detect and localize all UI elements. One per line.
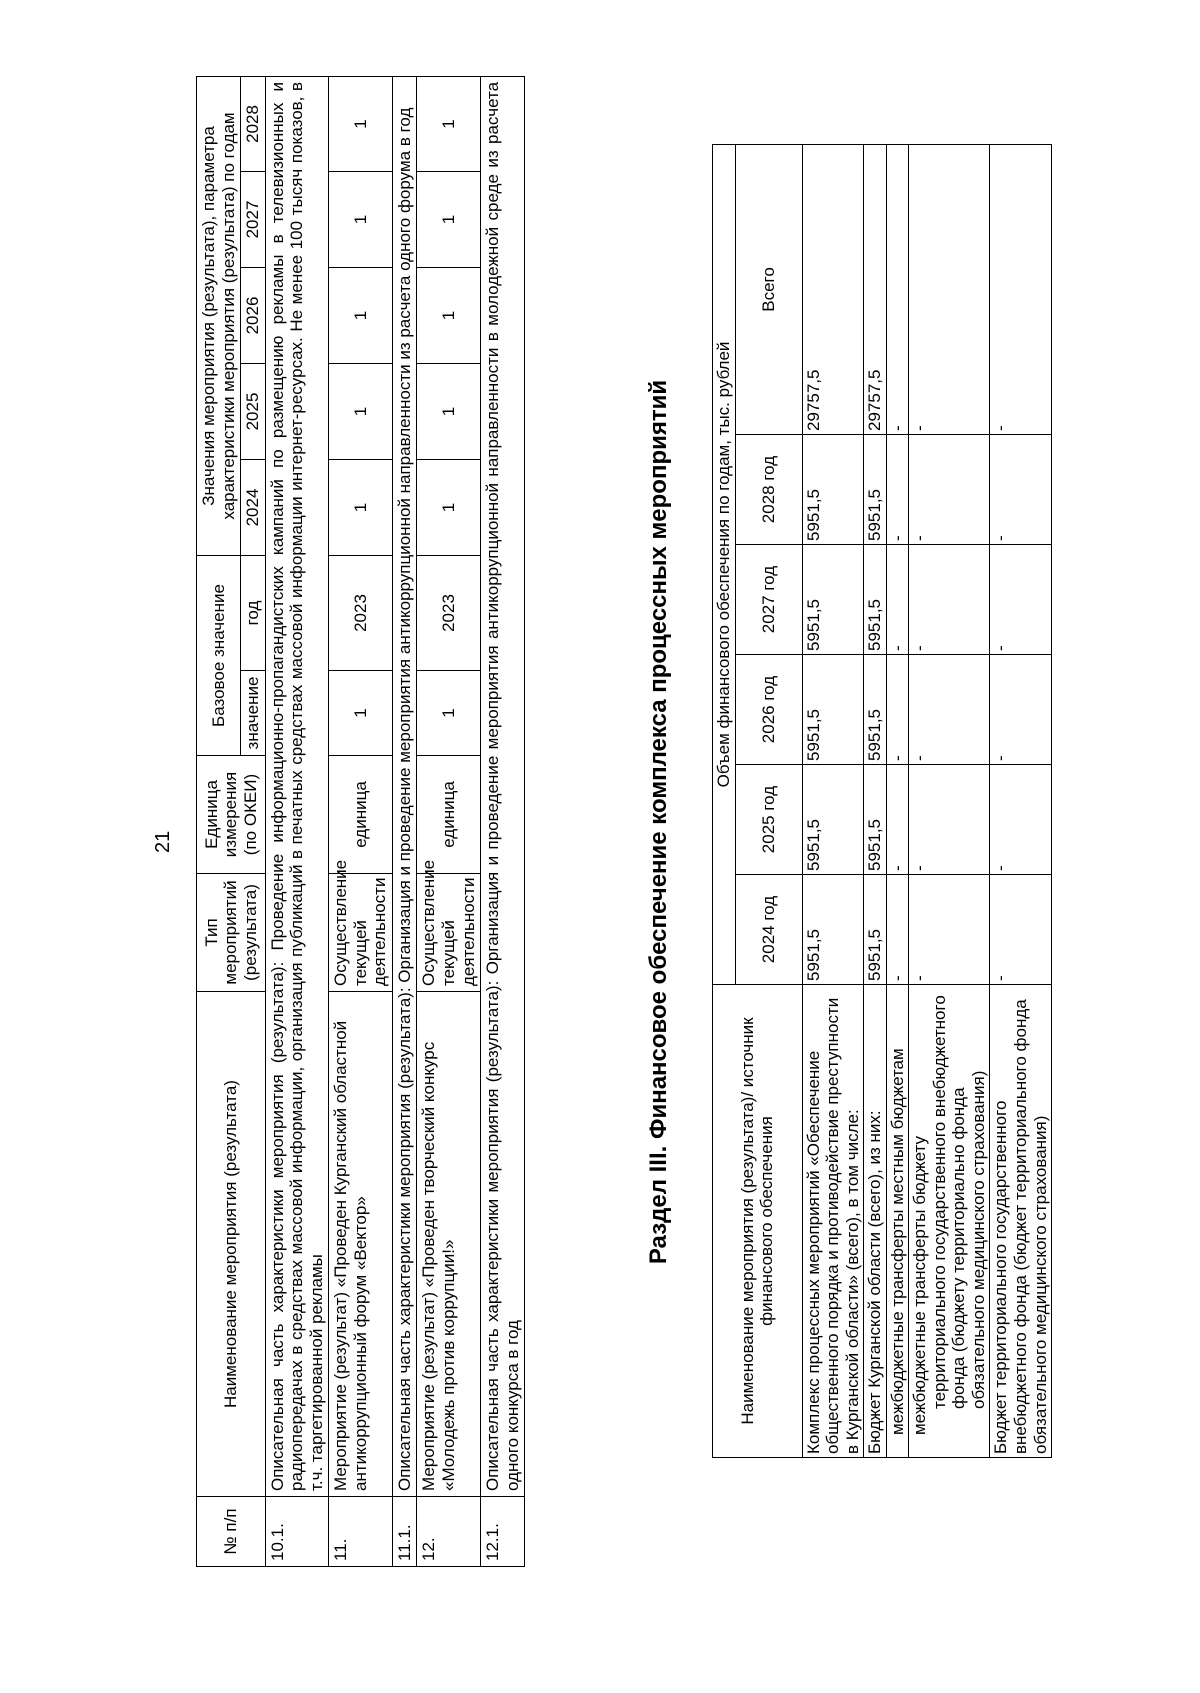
- row-num: 12.: [417, 1497, 481, 1567]
- row-source: Бюджет территориального государственного внебюджетного фонда (бюджет территориального фонда обязательного медицинского страхования): [990, 985, 1052, 1458]
- row-num: 11.: [329, 1497, 393, 1567]
- row-value: 5951,5: [802, 435, 864, 545]
- row-value: 5951,5: [864, 875, 887, 985]
- table-row: [990, 144, 1052, 1457]
- row-name: Мероприятие (результат) «Проведен Курганский областной антикоррупционный форум «Вектор»: [329, 992, 393, 1497]
- row-value: 1: [329, 268, 393, 364]
- row-base-year: 2023: [417, 556, 481, 671]
- row-value: -: [990, 545, 1052, 655]
- table-row: [886, 144, 909, 1457]
- row-value: -: [909, 435, 990, 545]
- header-source: Наименование мероприятия (результата)/ источник финансового обеспечения: [713, 985, 803, 1458]
- header-base-year: год: [241, 556, 266, 671]
- table-row: [329, 76, 393, 1566]
- row-value: 1: [329, 172, 393, 268]
- header-unit: Единица измерения (по ОКЕИ): [197, 756, 266, 874]
- row-value: 5951,5: [864, 435, 887, 545]
- row-value: 5951,5: [802, 765, 864, 875]
- row-source: Бюджет Курганской области (всего), из них:: [864, 985, 887, 1458]
- row-total: 29757,5: [802, 144, 864, 434]
- header-base: Базовое значение: [197, 556, 241, 756]
- header-year: 2027 год: [735, 545, 802, 655]
- row-num: 11.1.: [392, 1497, 417, 1567]
- row-value: 1: [417, 76, 481, 171]
- header-year: 2025: [241, 364, 266, 460]
- row-value: 5951,5: [802, 545, 864, 655]
- header-name: Наименование мероприятия (результата): [197, 992, 266, 1497]
- row-source: межбюджетные трансферты местным бюджетам: [886, 985, 909, 1458]
- row-description: Описательная часть характеристики мероприятия (результата): Организация и проведение мероприятия антикоррупционной направленности в молодежной среде из расчета одного конкурса в год: [481, 76, 525, 1496]
- row-total: 29757,5: [864, 144, 887, 434]
- row-base-value: 1: [417, 671, 481, 756]
- row-type: Осуществление текущей деятельности: [329, 874, 393, 992]
- row-type: Осуществление текущей деятельности: [417, 874, 481, 992]
- row-value: 1: [329, 364, 393, 460]
- header-total: Всего: [735, 144, 802, 434]
- row-value: 1: [329, 460, 393, 556]
- header-year: 2026: [241, 268, 266, 364]
- table-row: [417, 76, 481, 1566]
- row-value: 5951,5: [864, 655, 887, 765]
- row-value: 1: [329, 76, 393, 171]
- header-year: 2026 год: [735, 655, 802, 765]
- row-value: -: [990, 765, 1052, 875]
- row-value: 1: [417, 364, 481, 460]
- row-unit: единица: [417, 756, 481, 874]
- row-value: -: [886, 875, 909, 985]
- row-description: Описательная часть характеристики мероприятия (результата): Организация и проведение мероприятия антикоррупционной направленности из расчета одного форума в год: [392, 76, 417, 1496]
- row-unit: единица: [329, 756, 393, 874]
- row-value: -: [909, 655, 990, 765]
- row-base-value: 1: [329, 671, 393, 756]
- row-value: -: [886, 435, 909, 545]
- row-total: -: [990, 144, 1052, 434]
- page-number: 21: [152, 830, 174, 853]
- row-value: 1: [417, 268, 481, 364]
- table-row: [481, 76, 525, 1566]
- row-value: 5951,5: [802, 875, 864, 985]
- header-year: 2028 год: [735, 435, 802, 545]
- row-total: -: [886, 144, 909, 434]
- header-year: 2024: [241, 460, 266, 556]
- row-value: 1: [417, 460, 481, 556]
- row-num: 12.1.: [481, 1497, 525, 1567]
- row-value: -: [990, 435, 1052, 545]
- header-year: 2027: [241, 172, 266, 268]
- row-source: Комплекс процессных мероприятий «Обеспечение общественного порядка и противодействие преступности в Курганской области» (всего), в том числе:: [802, 985, 864, 1458]
- row-value: -: [909, 875, 990, 985]
- row-value: -: [886, 765, 909, 875]
- row-value: 5951,5: [802, 655, 864, 765]
- row-num: 10.1.: [265, 1497, 329, 1567]
- section-title: Раздел III. Финансовое обеспечение комплекса процессных мероприятий: [645, 379, 672, 1265]
- table-row: [909, 144, 990, 1457]
- row-value: -: [886, 545, 909, 655]
- row-value: -: [990, 875, 1052, 985]
- results-table: [196, 76, 525, 1567]
- row-value: -: [990, 655, 1052, 765]
- header-year: 2028: [241, 76, 266, 171]
- header-year: 2025 год: [735, 765, 802, 875]
- row-value: 5951,5: [864, 765, 887, 875]
- table-row: [392, 76, 417, 1566]
- row-base-year: 2023: [329, 556, 393, 671]
- row-total: -: [909, 144, 990, 434]
- financing-table: [712, 144, 1052, 1458]
- table-row: [265, 76, 329, 1566]
- table-row: [864, 144, 887, 1457]
- row-name: Мероприятие (результат) «Проведен творческий конкурс «Молодежь против коррупции!»: [417, 992, 481, 1497]
- row-value: -: [909, 765, 990, 875]
- row-value: 1: [417, 172, 481, 268]
- row-value: 5951,5: [864, 545, 887, 655]
- header-year: 2024 год: [735, 875, 802, 985]
- header-volume: Объем финансового обеспечения по годам, тыс. рублей: [713, 144, 736, 984]
- row-source: межбюджетные трансферты бюджету территориального государственного внебюджетного фонда (бюджету территориально фонда обязательного медицинского страхования): [909, 985, 990, 1458]
- row-description: Описательная часть характеристики мероприятия (результата): Проведение информационно-пропагандистских кампаний по размещению рекламы в телевизионных и радиопередачах в средствах массовой информации, организация публикаций в печатных средствах массовой информации интернет-ресурсах. Не менее 100 тысяч показов, в т.ч. таргетированной рекламы: [265, 76, 329, 1496]
- table-row: [802, 144, 864, 1457]
- header-base-value: значение: [241, 671, 266, 756]
- header-num: № п/п: [197, 1497, 266, 1567]
- row-value: -: [886, 655, 909, 765]
- header-type: Тип мероприятий (результата): [197, 874, 266, 992]
- header-values: Значения мероприятия (результата), параметра характеристики мероприятия (результата) по годам: [197, 76, 241, 555]
- row-value: -: [909, 545, 990, 655]
